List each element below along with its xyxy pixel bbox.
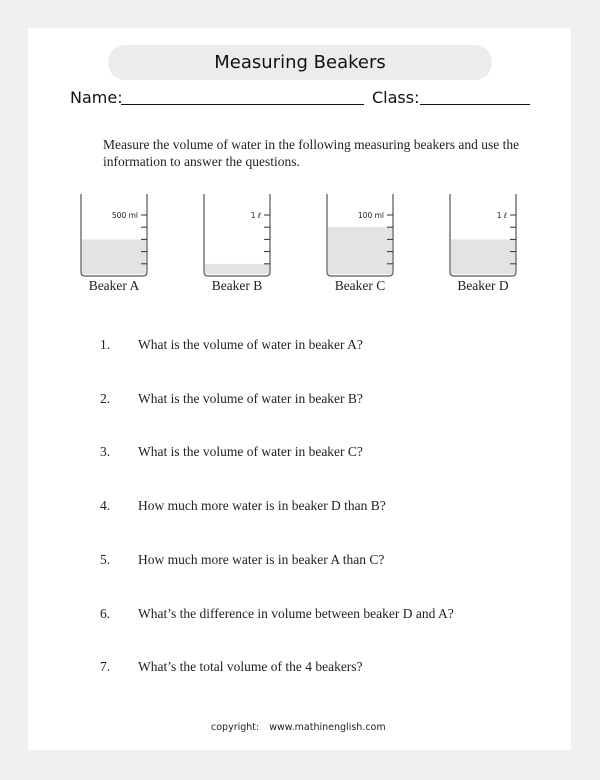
question-text: What’s the total volume of the 4 beakers? <box>138 659 363 675</box>
water-fill <box>205 264 269 274</box>
title-text: Measuring Beakers <box>214 52 386 73</box>
question-number: 7. <box>100 659 111 675</box>
beaker-label: Beaker B <box>211 278 263 293</box>
question-number: 2. <box>100 390 111 406</box>
beaker-c <box>327 194 393 293</box>
beaker-b <box>204 194 270 293</box>
water-fill <box>328 227 392 274</box>
capacity-label: 1 ℓ <box>250 211 261 220</box>
beaker-label: Beaker C <box>334 278 386 293</box>
capacity-label: 500 ml <box>111 211 138 220</box>
capacity-label: 100 ml <box>357 211 384 220</box>
question-number: 1. <box>100 337 111 352</box>
class-label: Class: <box>372 88 420 107</box>
capacity-label: 1 ℓ <box>496 211 507 220</box>
beaker-diagrams <box>28 28 571 318</box>
beaker-a <box>81 194 147 293</box>
copyright-label: copyright: <box>211 722 260 733</box>
question-text: How much more water is in beaker D than B? <box>138 498 386 514</box>
beaker-label: Beaker A <box>88 278 140 293</box>
question-text: How much more water is in beaker A than C? <box>138 551 385 567</box>
beaker-outline <box>204 194 270 276</box>
water-fill <box>451 239 515 274</box>
footer <box>211 722 386 733</box>
question-text: What is the volume of water in beaker C? <box>138 444 363 460</box>
question-number: 4. <box>100 498 111 514</box>
footer-url: www.mathinenglish.com <box>269 722 386 733</box>
name-label: Name: <box>70 88 123 107</box>
beaker-d <box>450 194 516 293</box>
question-number: 3. <box>100 444 111 460</box>
beaker-label: Beaker D <box>457 278 509 293</box>
worksheet-page <box>28 28 571 750</box>
question-text: What’s the difference in volume between beaker D and A? <box>138 605 454 621</box>
instructions: Measure the volume of water in the following measuring beakers and use the information to answer the questions. <box>103 137 520 169</box>
question-number: 6. <box>100 605 111 621</box>
question-text: What is the volume of water in beaker B? <box>138 390 363 406</box>
question-number: 5. <box>100 551 111 567</box>
water-fill <box>82 239 146 274</box>
question-text: What is the volume of water in beaker A? <box>138 337 363 352</box>
